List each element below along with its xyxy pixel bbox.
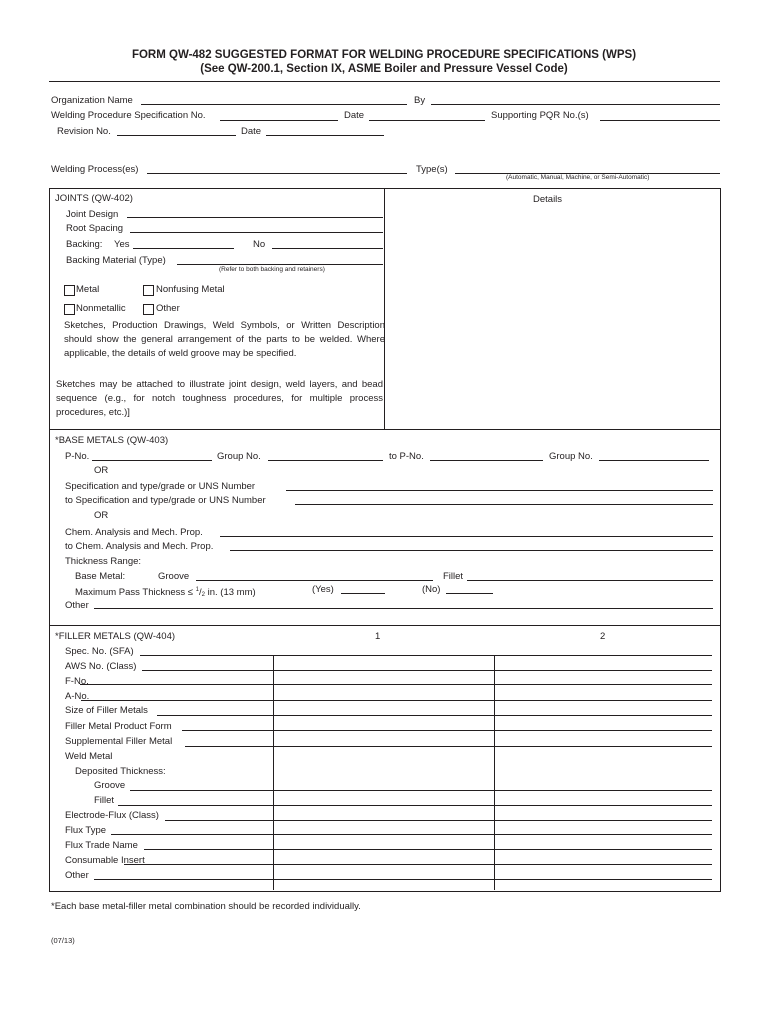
joint-design-label: Joint Design xyxy=(66,209,119,220)
organization-name-label: Organization Name xyxy=(51,95,133,106)
other-checkbox[interactable] xyxy=(143,304,154,315)
filler-groove-field[interactable] xyxy=(130,790,712,791)
revision-no-label: Revision No. xyxy=(57,126,111,137)
max-pass-no-field[interactable] xyxy=(446,593,493,594)
base-metals-divider xyxy=(49,625,720,626)
organization-name-field[interactable] xyxy=(141,104,407,105)
or-label-1: OR xyxy=(94,465,109,476)
types-note: (Automatic, Manual, Machine, or Semi-Automatic) xyxy=(506,174,650,181)
joints-sketch-note: Sketches may be attached to illustrate joint design, weld layers, and bead sequence (e.g., for notch toughness procedures, for multiple process procedures, etc.)] xyxy=(56,379,383,418)
max-pass-label: Maximum Pass Thickness ≤ $^1$/2 in. (13 mm) xyxy=(75,587,256,598)
backing-no-field[interactable] xyxy=(272,248,383,249)
filler-groove-label: Groove xyxy=(94,780,126,791)
to-spec-field[interactable] xyxy=(295,504,713,505)
filler-col1-label: 1 xyxy=(375,631,381,642)
spec-field[interactable] xyxy=(286,490,713,491)
groove-label: Groove xyxy=(158,571,190,582)
or-label-2: OR xyxy=(94,510,109,521)
filler-flux-trade-name-label: Flux Trade Name xyxy=(65,840,138,851)
group-no2-field[interactable] xyxy=(599,460,709,461)
filler-spec-no-label: Spec. No. (SFA) xyxy=(65,646,134,657)
form-subtitle: (See QW-200.1, Section IX, ASME Boiler and Pressure Vessel Code) xyxy=(200,63,568,75)
backing-no-label: No xyxy=(253,239,266,250)
footer-note: *Each base metal-filler metal combination should be recorded individually. xyxy=(51,901,361,912)
fillet-field[interactable] xyxy=(467,580,713,581)
filler-col2-label: 2 xyxy=(600,631,606,642)
filler-supplemental-filler-label: Supplemental Filler Metal xyxy=(65,736,173,747)
date-field[interactable] xyxy=(369,120,485,121)
revision-date-field[interactable] xyxy=(266,135,384,136)
to-p-no-field[interactable] xyxy=(430,460,543,461)
joints-divider xyxy=(49,429,720,430)
p-no-field[interactable] xyxy=(92,460,212,461)
base-other-label: Other xyxy=(65,600,89,611)
filler-f-no-label: F-No. xyxy=(65,676,89,687)
max-pass-no-label: (No) xyxy=(422,584,441,595)
filler-product-form-label: Filler Metal Product Form xyxy=(65,721,172,732)
group-no-field[interactable] xyxy=(268,460,383,461)
filler-flux-trade-name-field[interactable] xyxy=(144,849,712,850)
filler-weld-metal-label: Weld Metal xyxy=(65,751,113,762)
joints-heading: JOINTS (QW-402) xyxy=(55,193,133,204)
filler-col1-divider xyxy=(273,655,274,890)
nonfusing-metal-checkbox[interactable] xyxy=(143,285,154,296)
by-field[interactable] xyxy=(431,104,720,105)
backing-yes-field[interactable] xyxy=(133,248,234,249)
filler-electrode-flux-field[interactable] xyxy=(165,820,712,821)
form-revision: (07/13) xyxy=(51,936,75,945)
to-chem-label: to Chem. Analysis and Mech. Prop. xyxy=(65,541,214,552)
p-no-label: P-No. xyxy=(65,451,90,462)
filler-flux-type-label: Flux Type xyxy=(65,825,107,836)
by-label: By xyxy=(414,95,426,106)
wps-no-field[interactable] xyxy=(220,120,338,121)
filler-col2-divider xyxy=(494,655,495,890)
filler-supplemental-filler-field[interactable] xyxy=(185,746,712,747)
filler-a-no-label: A-No. xyxy=(65,691,90,702)
filler-other-label: Other xyxy=(65,870,89,881)
group-no-label: Group No. xyxy=(217,451,261,462)
chem-label: Chem. Analysis and Mech. Prop. xyxy=(65,527,203,538)
base-metal-label: Base Metal: xyxy=(75,571,126,582)
filler-f-no-field[interactable] xyxy=(80,684,712,685)
filler-other-field[interactable] xyxy=(94,879,712,880)
wps-no-label: Welding Procedure Specification No. xyxy=(51,110,206,121)
chem-field[interactable] xyxy=(220,536,713,537)
metal-label: Metal xyxy=(76,284,100,295)
backing-label: Backing: xyxy=(66,239,103,250)
backing-material-field[interactable] xyxy=(177,264,383,265)
filler-product-form-field[interactable] xyxy=(182,730,712,731)
filler-flux-type-field[interactable] xyxy=(111,834,712,835)
welding-processes-field[interactable] xyxy=(147,173,407,174)
joint-design-field[interactable] xyxy=(127,217,383,218)
filler-aws-no-field[interactable] xyxy=(142,670,712,671)
header-rule xyxy=(49,81,720,82)
welding-processes-label: Welding Process(es) xyxy=(51,164,139,175)
revision-no-field[interactable] xyxy=(117,135,236,136)
max-pass-yes-field[interactable] xyxy=(341,593,385,594)
group-no2-label: Group No. xyxy=(549,451,593,462)
joints-details-divider xyxy=(384,188,385,429)
root-spacing-field[interactable] xyxy=(130,232,383,233)
fillet-label: Fillet xyxy=(443,571,464,582)
to-spec-label: to Specification and type/grade or UNS Number xyxy=(65,495,266,506)
backing-yes-label: Yes xyxy=(114,239,130,250)
backing-note: (Refer to both backing and retainers) xyxy=(219,266,325,273)
max-pass-yes-label: (Yes) xyxy=(312,584,334,595)
metal-checkbox[interactable] xyxy=(64,285,75,296)
spec-label: Specification and type/grade or UNS Number xyxy=(65,481,256,492)
backing-material-label: Backing Material (Type) xyxy=(66,255,166,266)
groove-field[interactable] xyxy=(196,580,433,581)
filler-aws-no-label: AWS No. (Class) xyxy=(65,661,137,672)
supporting-pqr-label: Supporting PQR No.(s) xyxy=(491,110,589,121)
thickness-range-label: Thickness Range: xyxy=(65,556,142,567)
nonmetallic-label: Nonmetallic xyxy=(76,303,126,314)
supporting-pqr-field[interactable] xyxy=(600,120,720,121)
filler-electrode-flux-label: Electrode-Flux (Class) xyxy=(65,810,159,821)
to-p-no-label: to P-No. xyxy=(389,451,424,462)
nonmetallic-checkbox[interactable] xyxy=(64,304,75,315)
date-label: Date xyxy=(344,110,365,121)
filler-size-filler-label: Size of Filler Metals xyxy=(65,705,148,716)
filler-a-no-field[interactable] xyxy=(81,700,712,701)
joints-instructions: Sketches, Production Drawings, Weld Symbols, or Written Description should show the general arrangement of the parts to be welded. Where applicable, the details of weld groove may be specified. xyxy=(64,320,385,359)
base-metals-heading: *BASE METALS (QW-403) xyxy=(55,435,169,446)
other-label: Other xyxy=(156,303,180,314)
filler-consumable-insert-field[interactable] xyxy=(124,864,712,865)
filler-fillet-label: Fillet xyxy=(94,795,115,806)
filler-fillet-field[interactable] xyxy=(118,805,712,806)
base-other-field[interactable] xyxy=(94,608,713,609)
filler-spec-no-field[interactable] xyxy=(140,655,712,656)
filler-metals-heading: *FILLER METALS (QW-404) xyxy=(55,631,176,642)
revision-date-label: Date xyxy=(241,126,262,137)
root-spacing-label: Root Spacing xyxy=(66,223,124,234)
form-title: FORM QW-482 SUGGESTED FORMAT FOR WELDING PROCEDURE SPECIFICATIONS (WPS) xyxy=(131,49,637,61)
types-label: Type(s) xyxy=(416,164,448,175)
details-label: Details xyxy=(533,194,563,205)
to-chem-field[interactable] xyxy=(230,550,713,551)
nonfusing-metal-label: Nonfusing Metal xyxy=(156,284,225,295)
filler-deposited-thickness-label: Deposited Thickness: xyxy=(75,766,166,777)
filler-consumable-insert-label: Consumable Insert xyxy=(65,855,145,866)
filler-size-filler-field[interactable] xyxy=(157,715,712,716)
